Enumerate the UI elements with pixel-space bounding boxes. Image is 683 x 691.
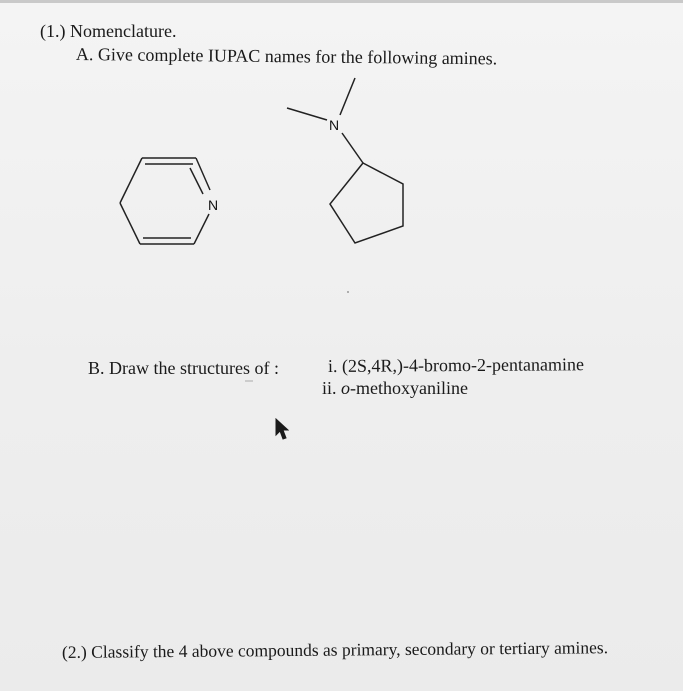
amine-nitrogen-label: N [329,117,340,133]
question-1-heading: (1.) Nomenclature. [40,21,177,41]
cyclopentyl-amine-structure [287,78,403,243]
pyridine-nitrogen-label: N [208,197,219,213]
item-ii-numeral: ii. [322,378,342,398]
item-ii-ortho-prefix: o [341,378,351,398]
question-2-text: (2.) Classify the 4 above compounds as primary, secondary or tertiary amines. [61,637,609,662]
stray-mark [347,291,349,293]
mouse-pointer-icon [275,418,289,440]
pyridine-structure [120,158,218,244]
item-ii-name: -methoxyaniline [350,378,468,398]
part-b-item-ii [322,378,468,398]
part-b-prompt: B. Draw the structures of : [88,358,279,378]
part-b-item-i: i. (2S,4R,)-4-bromo-2-pentanamine [327,354,585,376]
part-a-instruction: A. Give complete IUPAC names for the following amines. [75,44,498,69]
